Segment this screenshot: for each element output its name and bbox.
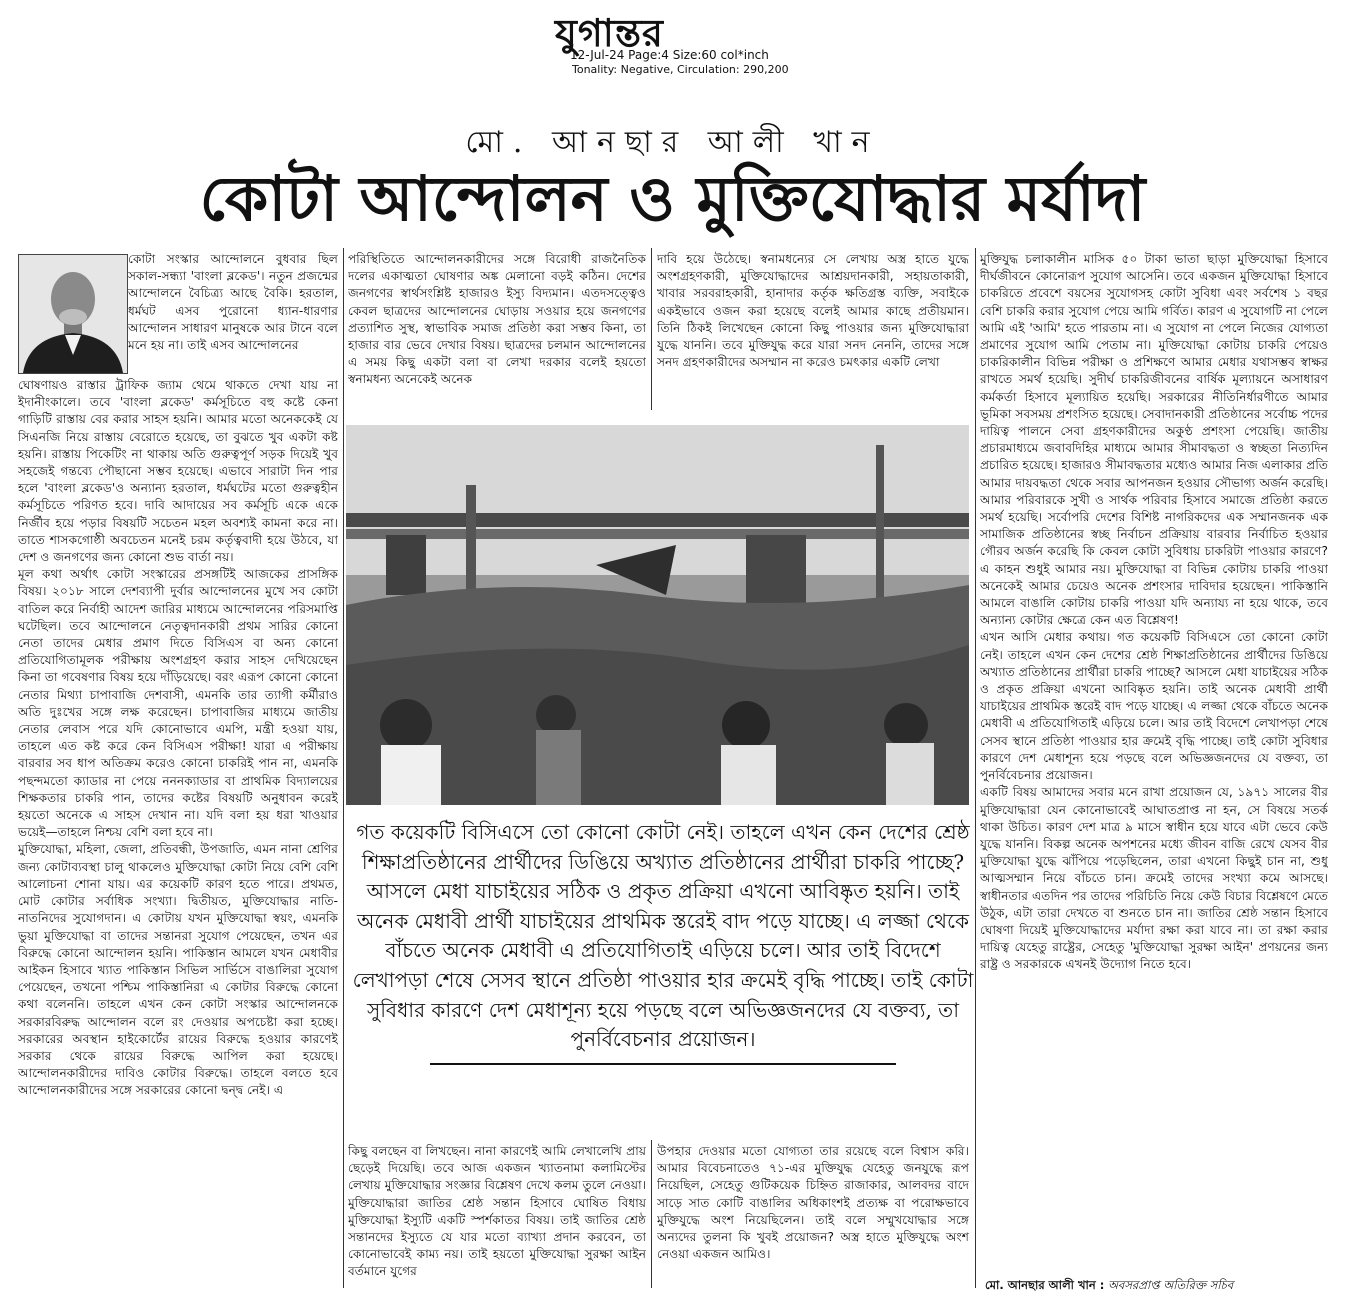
protest-photo [346,425,969,805]
signature-title: অবসরপ্রাপ্ত অতিরিক্ত সচিব [1107,1278,1234,1292]
column-2-bottom: কিছু বলছেন বা লিখছেন। নানা কারণেই আমি লেখালেখি প্রায় ছেড়েই দিয়েছি। তবে আজ একজন খ্যাতনামা কলামিস্টের লেখায় মুক্তিযোদ্ধার সংজ্ঞার বিশ্লেষণ দেখে কলম তুলে নেওয়া। মুক্তিযোদ্ধারা জাতির শ্রেষ্ঠ সন্তান হিসাবে ঘোষিত বিধায় মুক্তিযোদ্ধা ইস্যুটি একটি স্পর্শকাতর বিষয়। তাই জাতির শ্রেষ্ঠ সন্তানদের ইস্যুতে যে যার মতো ব্যাখ্যা প্রদান করবেন, তা কোনোভাবেই কাম্য নয়। তাই হয়তো মুক্তিযোদ্ধা সুরক্ষা আইন বর্তমানে যুগের [348,1144,646,1279]
paragraph: এখন আসি মেধার কথায়। গত কয়েকটি বিসিএসে তো কোনো কোটা নেই। তাহলে এখন কেন দেশের শ্রেষ্ঠ শিক্ষাপ্রতিষ্ঠানের প্রার্থীদের ডিঙিয়ে অখ্যাত প্রতিষ্ঠানের প্রার্থীরা চাকরি পাচ্ছে? আসলে মেধা যাচাইয়ের সঠিক ও প্রকৃত প্রক্রিয়া এখনো আবিষ্কৃত হয়নি। তাই অনেক মেধাবী প্রার্থী যাচাইয়ের প্রাথমিক স্তরেই বাদ পড়ে যাচ্ছে। এ লজ্জা থেকে বাঁচতে অনেক মেধাবী এ প্রতিযোগিতাই এড়িয়ে চলে। আর তাই বিদেশে লেখাপড়া শেষে সেসব স্থানে প্রতিষ্ঠা পাওয়ার হার ক্রমেই বৃদ্ধি পাচ্ছে। তাই কোটা সুবিধার কারণে দেশ মেধাশূন্য হয়ে পড়ছে বলে অভিজ্ঞজনদের যে বক্তব্য, তা পুনর্বিবেচনার প্রয়োজন। [980,630,1328,783]
newspaper-logo: যুগান্তর [555,10,664,55]
column-4-body [980,251,1328,1273]
masthead [0,0,1345,78]
paragraph: একটি বিষয় আমাদের সবার মনে রাখা প্রয়োজন যে, ১৯৭১ সালের বীর মুক্তিযোদ্ধারা যেন কোনোভাবেই আঘাতপ্রাপ্ত না হন, সে বিষয়ে সতর্ক থাকা উচিত। কারণ দেশ মাত্র ৯ মাসে স্বাধীন হয়ে যাবে এটা ভেবে কেউ যুদ্ধে যাননি। বিকল্প অনেক অপশনের মধ্যে জীবন বাজি রেখে যেসব বীর মুক্তিযোদ্ধা যুদ্ধে ঝাঁপিয়ে পড়েছিলেন, তারা এখনো কিছুই চান না, শুধু আত্মসম্মান নিয়ে বাঁচতে চান। ক্রমেই তাদের সংখ্যা কমে আসছে। স্বাধীনতার এতদিন পর তাদের পরিচিতি নিয়ে কেউ বিচার বিশ্লেষণে মেতে উঠুক, এটা তারা দেখতে বা শুনতে চান না। জাতির শ্রেষ্ঠ সন্তান হিসাবে ঘোষণা দিয়েই মুক্তিযোদ্ধাদের মর্যাদা রক্ষা করা যাবে না। তা রক্ষা করার দায়িত্ব যেহেতু রাষ্ট্রের, সেহেতু 'মুক্তিযোদ্ধা সুরক্ষা আইন' প্রণয়নের জন্য রাষ্ট্র ও সরকারকে এখনই উদ্যোগ নিতে হবে। [980,785,1328,972]
clipping-date-info: 12-Jul-24 Page:4 Size:60 col*inch [570,48,769,62]
headline: কোটা আন্দোলন ও মুক্তিযোদ্ধার মর্যাদা [199,162,1146,235]
paragraph: মূল কথা অর্থাৎ কোটা সংস্কারের প্রসঙ্গটিই আজকের প্রাসঙ্গিক বিষয়। ২০১৮ সালে দেশব্যাপী দুর্বার আন্দোলনের মুখে সব কোটা বাতিল করে নির্বাহী আদেশ জারির মাধ্যমে আন্দোলনের পরিসমাপ্তি ঘটেছিল। তবে আন্দোলনে নেতৃত্বদানকারী প্রথম সারির কোনো নেতা তাদের মেধার প্রমাণ দিতে বিসিএস বা অন্য কোনো প্রতিযোগিতামূলক পরীক্ষায় অংশগ্রহণ করার সাহস দেখিয়েছেন কিনা তা গবেষণার বিষয় হয়ে দাঁড়িয়েছে। বরং এরূপ কোনো কোনো নেতার মিথ্যা চাপাবাজি দেশবাসী, এমনকি তার ত্যাগী কর্মীরাও অতি দুঃখের সঙ্গে লক্ষ করেছেন। চাপাবাজির মাধ্যমে জাতীয় নেতার লেবাস পরে যদি কোনোভাবে এমপি, মন্ত্রী হওয়া যায়, তাহলে এত কষ্ট করে কেন বিসিএস পরীক্ষা! যারা এ পরীক্ষায় বারবার সব ধাপ অতিক্রম করেও কোনো চাকরিই পান না, এমনকি পছন্দমতো ক্যাডার না পেয়ে নননক্যাডার বা প্রাথমিক বিদ্যালয়ের শিক্ষকতার চাকরি পান, তাদের কষ্টের বিষয়টি অনুধাবন করেই হয়তো অনেকে এ সাহস দেখান না। যদি বলা হয় ধরা খাওয়ার ভয়েই—তাহলে নিশ্চয় বেশি বলা হবে না। [18,567,338,840]
pull-quote-underline [430,1063,896,1065]
paragraph: মুক্তিযুদ্ধ চলাকালীন মাসিক ৫০ টাকা ভাতা ছাড়া মুক্তিযোদ্ধা হিসাবে দীর্ঘজীবনে কোনোরূপ সুযোগ আসেনি। তবে একজন মুক্তিযোদ্ধা হিসাবে চাকরিতে প্রবেশে বয়সের সুযোগসহ কোটা সুবিধা এবং সর্বশেষ ১ বছর বেশি চাকরি করার সুযোগ পেয়ে আমি গর্বিত। কারণ এ সুযোগটি না পেলে আমি এই 'আমি' হতে পারতাম না। এ সুযোগ না পেলে নিজের যোগ্যতা প্রমাণের সুযোগ আমি পেতাম না। মুক্তিযোদ্ধা কোটায় চাকরি পেয়েও চাকরিকালীন বিভিন্ন পরীক্ষা ও প্রশিক্ষণে আমার মেধার যথাসম্ভব স্বাক্ষর রাখতে সমর্থ হয়েছি। সুদীর্ঘ চাকরিজীবনের বার্ষিক মূল্যায়নে অসাধারণ কর্মকর্তা হিসাবে মূল্যায়িত হয়েছি। সরকারের নীতিনির্ধারণীতে আমার ভূমিকা সবসময় প্রশংসিত হয়েছে। সেবাদানকারী প্রতিষ্ঠানের সর্বোচ্চ পদের দায়িত্ব পালনে সেবা গ্রহণকারীদের অকুণ্ঠ প্রশংসা পেয়েছি। জাতীয় প্রচারমাধ্যমে জবাবদিহির মাধ্যমে আমার সীমাবদ্ধতা ও স্বচ্ছতা নিত্যদিন প্রচারিত হয়েছে। হাজারও সীমাবদ্ধতার মধ্যেও আমার নিজ এলাকার প্রতি আমার দায়বদ্ধতা থেকে সবার আপনজন হওয়ার সৌভাগ্য অর্জন করেছি। আমার পরিবারকে সুখী ও সার্থক পরিবার হিসাবে সমাজে প্রতিষ্ঠা করতে সমর্থ হয়েছি। সর্বোপরি দেশের বিশিষ্ট নাগরিকদের এক সম্মানজনক এক সামাজিক প্রতিষ্ঠানের স্বচ্ছ নির্বাচন প্রক্রিয়ায় বারবার নির্বাচিত হওয়ার গৌরব অর্জন করেছি কি কেবল কোটা সুবিধায় চাকরিটা পাওয়ার কারণে? এ কাহন শুধুই আমার নয়। মুক্তিযোদ্ধা বা বিভিন্ন কোটায় চাকরি পাওয়া অনেকেই আমার চেয়েও অনেক প্রশংসার দাবিদার হয়েছেন। পাকিস্তানি আমলে বাঙালি কোটায় চাকরি পাওয়া যদি অন্যায্য না হয়ে থাকে, তবে অন্যান্য কোটার ক্ষেত্রে কেন এত বিশ্লেষণ! [980,252,1328,628]
signature-name: মো. আনছার আলী খান : [985,1278,1105,1292]
author-portrait [18,254,128,374]
pull-quote: গত কয়েকটি বিসিএসে তো কোনো কোটা নেই। তাহলে এখন কেন দেশের শ্রেষ্ঠ শিক্ষাপ্রতিষ্ঠানের প্রার্থীদের ডিঙিয়ে অখ্যাত প্রতিষ্ঠানের প্রার্থীরা চাকরি পাচ্ছে? আসলে মেধা যাচাইয়ের সঠিক ও প্রকৃত প্রক্রিয়া এখনো আবিষ্কৃত হয়নি। তাই অনেক মেধাবী প্রার্থী যাচাইয়ের প্রাথমিক স্তরেই বাদ পড়ে যাচ্ছে। এ লজ্জা থেকে বাঁচতে অনেক মেধাবী এ প্রতিযোগিতাই এড়িয়ে চলে। আর তাই বিদেশে লেখাপড়া শেষে সেসব স্থানে প্রতিষ্ঠা পাওয়ার হার ক্রমেই বৃদ্ধি পাচ্ছে। তাই কোটা সুবিধার কারণে দেশ মেধাশূন্য হয়ে পড়ছে বলে অভিজ্ঞজনদের যে বক্তব্য, তা পুনর্বিবেচনার প্রয়োজন। [352,818,974,1055]
paragraph: মুক্তিযোদ্ধা, মহিলা, জেলা, প্রতিবন্ধী, উপজাতি, এমন নানা শ্রেণির জন্য কোটাব্যবস্থা চালু থাকলেও মুক্তিযোদ্ধা কোটা নিয়ে বেশি বেশি আলোচনা শোনা যায়। এর কয়েকটি কারণ হতে পারে। প্রথমত, মোট কোটার সর্বাধিক সংখ্যা। দ্বিতীয়ত, মুক্তিযোদ্ধার নাতি-নাতনিদের সুযোগদান। এ কোটায় যখন মুক্তিযোদ্ধা স্বয়ং, এমনকি ভুয়া মুক্তিযোদ্ধা বা তাদের সন্তানরা সুযোগ পেয়েছেন, তখন এর বিরুদ্ধে কোনো আন্দোলন হয়নি। পাকিস্তান আমলে যখন মেধাবীর আইকন হিসাবে খ্যাত পাকিস্তান সিভিল সার্ভিসে বাঙালিরা সুযোগ পেয়েছেন, তখনো পশ্চিম পাকিস্তানিরা এ কোটার বিরুদ্ধে কোনো কথা বলেননি। তাহলে এখন কেন কোটা সংস্কার আন্দোলনকে সরকারবিরুদ্ধ আন্দোলন বলে রং দেওয়ার অপচেষ্টা করা হচ্ছে। সরকারের অবস্থান হাইকোর্টের রায়ের বিরুদ্ধে হওয়ার কারণেই সরকার থেকে রায়ের বিরুদ্ধে আপিল করা হয়েছে। আন্দোলনকারীদের দাবিও কোটার বিরুদ্ধে। তাহলে বলতে হবে আন্দোলনকারীদের সঙ্গে সরকারের কোনো দ্বন্দ্ব নেই। এ [18,842,338,1098]
column-divider [651,1140,652,1288]
author-byline: মো. আনছার আলী খান [465,125,880,160]
column-1-intro: কোটা সংস্কার আন্দোলনে বুধবার ছিল সকাল-সন্ধ্যা 'বাংলা ব্লকেড'। নতুন প্রজন্মের আন্দোলনে বৈচিত্র্য আছে বৈকি। হরতাল, ধর্মঘট এসব পুরোনো ধ্যান-ধারণার আন্দোলন সাধারণ মানুষকে আর টানে বলে মনে হয় না। তাই এসব আন্দোলনের [128,252,338,353]
column-1-body [18,377,338,1282]
column-divider [343,248,344,1288]
paragraph: ঘোষণায়ও রাস্তার ট্রাফিক জ্যাম থেমে থাকতে দেখা যায় না ইদানীংকালে। তবে 'বাংলা ব্লকেড' কর্মসূচিতে বহু কষ্টে কেনা গাড়িটি রাস্তায় বের করার সাহস হয়নি। আমার মতো অনেককেই যে সিএনজি নিয়ে রাস্তায় বেরোতে হয়েছে, তা বুঝতে খুব একটা কষ্ট হয়নি। রাস্তায় পিকেটিং না থাকায় অতি গুরুত্বপূর্ণ সড়ক দিয়েই খুব সহজেই গন্তব্যে পৌছানো সম্ভব হয়েছে। এভাবে সারাটা দিন পার হলে 'বাংলা ব্লকেড'ও অন্যান্য হরতাল, ধর্মঘটের মতো গুরুত্বহীন কর্মসূচিতে পরিণত হবে। দাবি আদায়ের সব কর্মসূচি একে একে নির্জীব হয়ে পড়ার বিষয়টি সচেতন মহল অবশ্যই কামনা করে না। তাতে শাসকগোষ্ঠী অবচেতন মনেই চরম কর্তৃত্ববাদী হয়ে উঠবে, যা দেশ ও জনগণের জন্য কোনো শুভ বার্তা নয়। [18,378,338,565]
author-signature [985,1277,1233,1296]
column-divider [651,248,652,410]
column-divider [975,248,976,1288]
column-3-bottom: উপহার দেওয়ার মতো যোগ্যতা তার রয়েছে বলে বিশ্বাস করি। আমার বিবেচনাতেও ৭১-এর মুক্তিযুদ্ধ যেহেতু জনযুদ্ধে রূপ নিয়েছিল, সেহেতু গুটিকয়েক চিহ্নিত রাজাকার, আলবদর বাদে সাড়ে সাত কোটি বাঙালির অধিকাংশই প্রত্যক্ষ বা পরোক্ষভাবে মুক্তিযুদ্ধে অংশ নিয়েছিলেন। তাই বলে সম্মুখযোদ্ধার সঙ্গে অন্যদের তুলনা কি খুবই প্রয়োজন? অস্ত্র হাতে মুক্তিযুদ্ধে অংশ নেওয়া একজন আমিও। [657,1144,969,1262]
column-2-top: পরিস্থিতিতে আন্দোলনকারীদের সঙ্গে বিরোধী রাজনৈতিক দলের একাত্মতা ঘোষণার অঙ্ক মেলানো বড়ই কঠিন। দেশের জনগণের স্বার্থসংশ্লিষ্ট হাজারও ইস্যু বিদ্যমান। এতদসত্ত্বেও কেবল ছাত্রদের আন্দোলনের ঘোড়ায় সওয়ার হয়ে জনগণের প্রত্যাশিত সুস্থ, স্বাভাবিক সমাজ প্রতিষ্ঠা করা সম্ভব কিনা, তা হাজার বার ভেবে দেখার বিষয়। ছাত্রদের চলমান আন্দোলনের এ সময় কিছু একটা বলা বা লেখা দরকার বলেই হয়তো স্বনামধন্য অনেকেই অনেক [348,252,646,387]
clipping-tonality-info: Tonality: Negative, Circulation: 290,200 [572,63,789,76]
column-3-top: দাবি হয়ে উঠেছে। স্বনামধন্যের সে লেখায় অস্ত্র হাতে যুদ্ধে অংশগ্রহণকারী, মুক্তিযোদ্ধাদের আশ্রয়দানকারী, সহায়তাকারী, খাবার সরবরাহকারী, হানাদার কর্তৃক ক্ষতিগ্রস্ত ব্যক্তি, সবাইকে একইভাবে ওজন করা হয়েছে বলেই আমার কাছে প্রতীয়মান। তিনি ঠিকই লিখেছেন কোনো কিছু পাওয়ার জন্য মুক্তিযোদ্ধারা যুদ্ধে যাননি। তবে মুক্তিযুদ্ধ করে যারা সনদ নেননি, তাদের সঙ্গে সনদ গ্রহণকারীদের অসম্মান না করেও চমৎকার একটি লেখা [657,252,969,370]
